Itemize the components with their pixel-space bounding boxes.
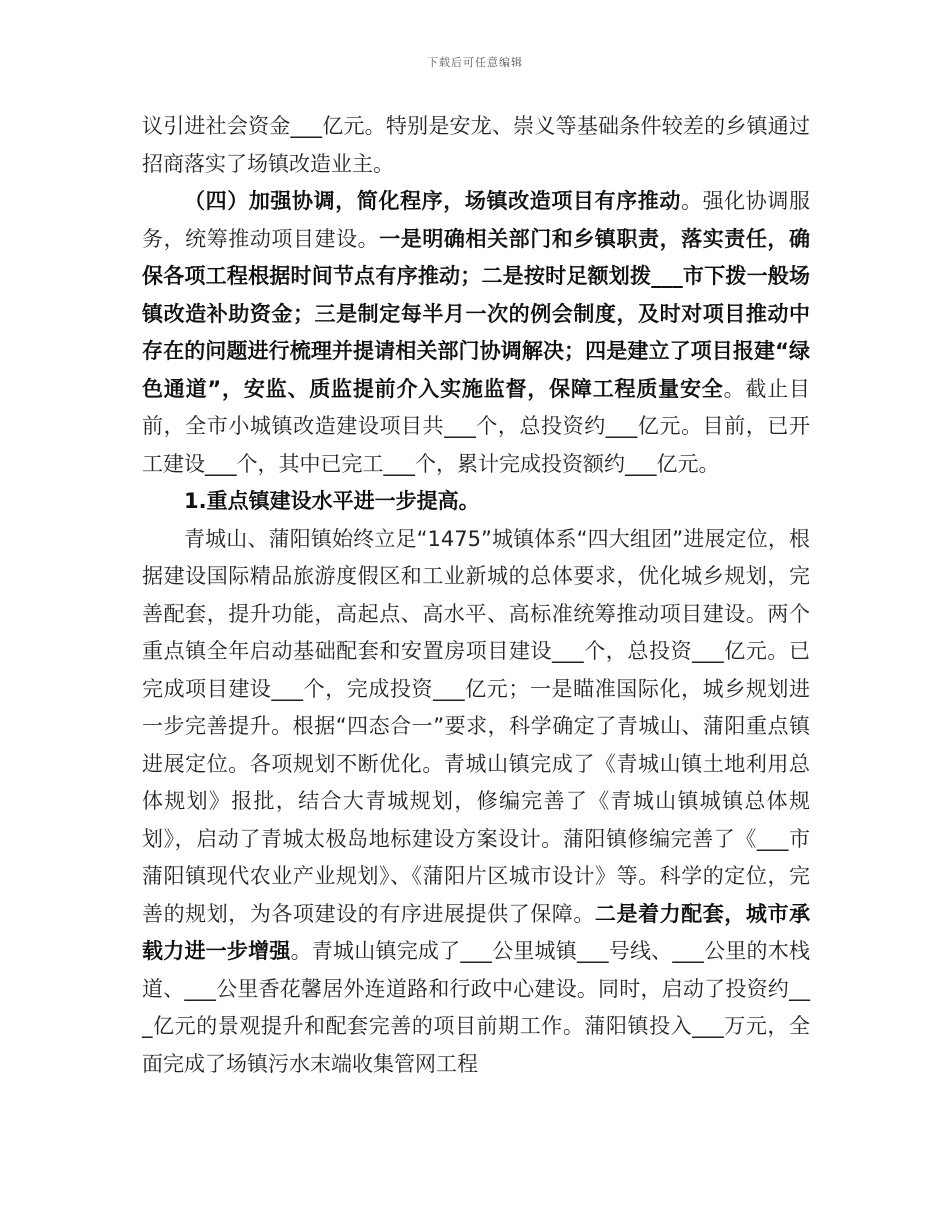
text-run: 。强化协调服务，统筹推动项目建设。 — [142, 189, 811, 251]
text-run: 青城山、蒲阳镇始终立足“1475”城镇体系“四大组团”进展定位，根据建设国际精品旅游度假区和工业新城的总体要求，优化城乡规划，完善配套，提升功能，高起点、高水平、高标准统筹推动项目建设。两个重点镇全年启动基础配套和安置房项目建设___个，总投资___亿元。已完成项目建设___个，完成投资___亿元；一是瞄准国际化，城乡规划进一步完善提升。根据“四态合一”要求，科学确定了青城山、蒲阳重点镇进展定位。各项规划不断优化。青城山镇完成了《青城山镇土地利用总体规划》报批，结合大青城规划，修编完善了《青城山镇城镇总体规划》，启动了青城太极岛地标建设方案设计。蒲阳镇修编完善了《___市蒲阳镇现代农业产业规划》、《蒲阳片区城市设计》等。科学的定位，完善的规划，为各项建设的有序进展提供了保障。 — [142, 526, 810, 926]
bold-text-run: 1.重点镇建设水平进一步提高。 — [184, 489, 480, 513]
text-run: 。青城山镇完成了___公里城镇___号线、___公里的木栈道、___公里香花馨居外连道路和行政中心建设。同时，启动了投资约___亿元的景观提升和配套完善的项目前期工作。蒲阳镇投入___万元，全面完成了场镇污水末端收集管网工程 — [142, 939, 811, 1076]
text-run: 议引进社会资金___亿元。特别是安龙、崇义等基础条件较差的乡镇通过招商落实了场镇改造业主。 — [142, 114, 810, 176]
page-header: 下载后可任意编辑 — [427, 56, 523, 69]
paragraph — [142, 483, 810, 521]
bold-text-run: （四）加强协调，简化程序，场镇改造项目有序推动 — [184, 189, 681, 213]
bold-text-run: 二是着力配套，城市承载力进一步增强 — [142, 901, 811, 963]
paragraph — [142, 183, 810, 483]
paragraph — [142, 521, 810, 1084]
paragraph — [142, 108, 810, 183]
bold-text-run: 一是明确相关部门和乡镇职责，落实责任，确保各项工程根据时间节点有序推动；二是按时足额划拨___市下拨一般场镇改造补助资金；三是制定每半月一次的例会制度，及时对项目推动中存在的问题进行梳理并提请相关部门协调解决；四是建立了项目报建“绿色通道”，安监、质监提前介入实施监督，保障工程质量安全 — [142, 226, 810, 401]
document-body — [142, 108, 810, 1083]
text-run: 。截止目前，全市小城镇改造建设项目共___个，总投资约___亿元。目前，已开工建设___个，其中已完工___个，累计完成投资额约___亿元。 — [142, 376, 810, 476]
